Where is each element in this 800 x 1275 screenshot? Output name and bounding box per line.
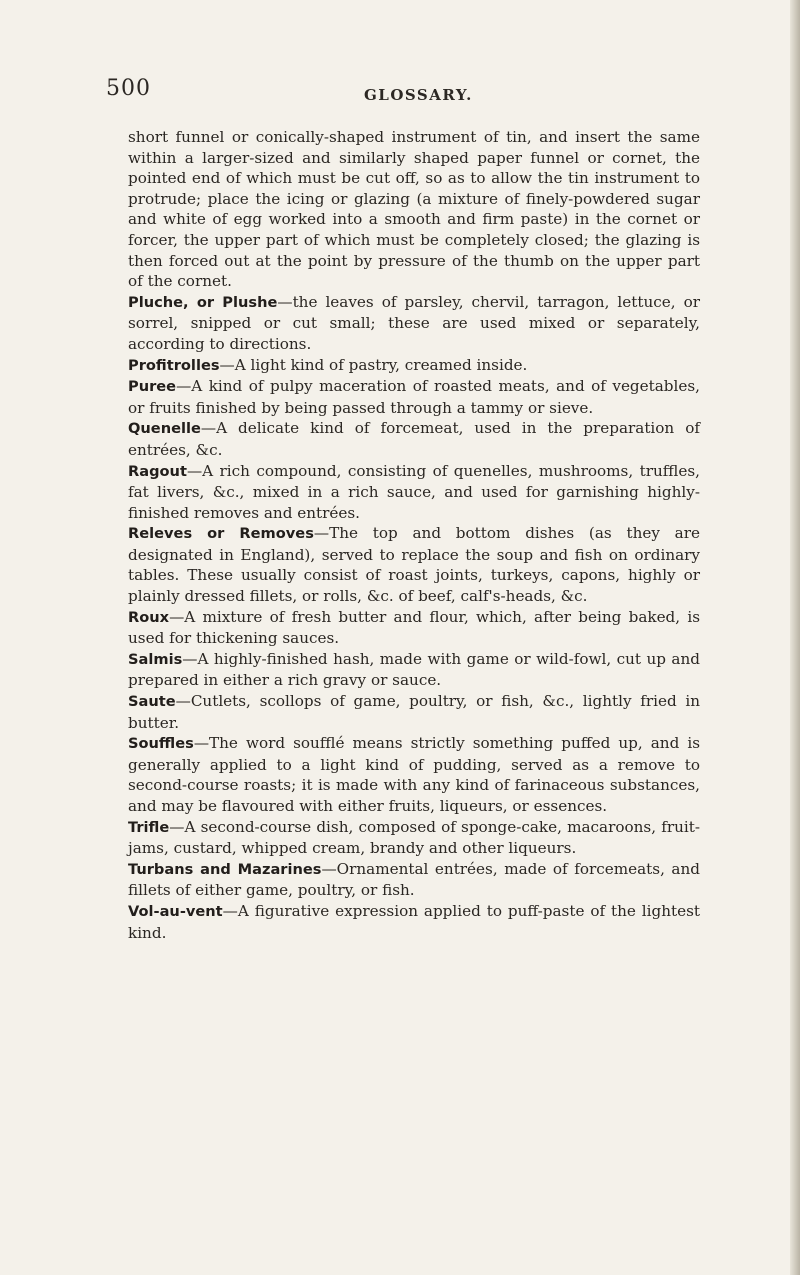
entry-term: Trifle <box>128 818 170 836</box>
entry-term: Roux <box>128 608 170 626</box>
entry-definition: —A delicate kind of forcemeat, used in the preparation of entrées, &c. <box>128 419 700 459</box>
page-edge-shadow <box>790 0 800 1275</box>
entry-definition: —A kind of pulpy maceration of roasted meats, and of vegetables, or fruits finished by being passed through a tammy or sieve. <box>128 377 700 417</box>
glossary-body <box>128 127 700 943</box>
entry-definition: —Cutlets, scollops of game, poultry, or fish, &c., lightly fried in butter. <box>128 692 700 732</box>
entry-definition: —A second-course dish, composed of sponge-cake, macaroons, fruit-jams, custard, whipped cream, brandy and other liqueurs. <box>128 817 700 858</box>
entry-definition: —The word soufflé means strictly something puffed up, and is generally applied to a light kind of pudding, served as a remove to second-course roasts; it is made with any kind of farinaceous substances, and may be flavoured with either fruits, liqueurs, or essences. <box>128 734 700 815</box>
entry-definition: —A figurative expression applied to puff-paste of the lightest kind. <box>128 901 700 942</box>
entry-definition: —Ornamental entrées, made of forcemeats, and fillets of either game, poultry, or fish. <box>128 859 700 900</box>
entry-definition: —A rich compound, consisting of quenelles, mushrooms, truffles, fat livers, &c., mixed in a rich sauce, and used for garnishing highly-finished removes and entrées. <box>128 461 700 522</box>
continuation-paragraph: short funnel or conically-shaped instrument of tin, and insert the same within a larger-sized and similarly shaped paper funnel or cornet, the pointed end of which must be cut off, so as to allow the tin instrument to protrude; place the icing or glazing (a mixture of finely-powdered sugar and white of egg worked into a smooth and firm paste) in the cornet or forcer, the upper part of which must be completely closed; the glazing is then forced out at the point by pressure of the thumb on the upper part of the cornet. <box>128 128 700 291</box>
entry-term: Salmis <box>128 650 183 668</box>
glossary-entry-turbans <box>128 859 700 901</box>
entry-definition: —The top and bottom dishes (as they are designated in England), served to replace the soup and fish on ordinary tables. These usually consist of roast joints, turkeys, capons, highly or plainly dressed fillets, or rolls, &c. of beef, calf's-heads, &c. <box>128 524 700 606</box>
glossary-entry-ragout <box>128 461 700 524</box>
entry-term: Ragout <box>128 462 187 480</box>
entry-term: Releves or Removes <box>128 525 314 543</box>
entry-term: Souffles <box>128 735 194 753</box>
glossary-entry-saute <box>128 691 700 733</box>
running-head: GLOSSARY. <box>364 86 473 104</box>
entry-definition: —the leaves of parsley, chervil, tarragon, lettuce, or sorrel, snipped or cut small; these are used mixed or separately, according to directions. <box>128 292 700 353</box>
entry-term: Pluche, or Plushe <box>128 293 278 311</box>
entry-term: Turbans and Mazarines <box>128 860 322 878</box>
entry-term: Puree <box>128 378 177 396</box>
glossary-entry-trifle <box>128 817 700 859</box>
glossary-entry-vol-au-vent <box>128 901 700 943</box>
glossary-entry-salmis <box>128 649 700 691</box>
glossary-entry-releves <box>128 523 700 606</box>
entry-term: Profitrolles <box>128 356 220 374</box>
entry-definition: —A mixture of fresh butter and flour, which, after being baked, is used for thickening sauces. <box>128 607 700 648</box>
entry-term: Vol-au-vent <box>128 902 223 920</box>
glossary-entry-souffles <box>128 733 700 816</box>
glossary-entry-roux <box>128 607 700 649</box>
page-number: 500 <box>106 76 151 101</box>
entry-term: Saute <box>128 693 176 711</box>
entry-term: Quenelle <box>128 420 201 438</box>
glossary-entry-puree <box>128 376 700 418</box>
glossary-entry-pluche <box>128 292 700 355</box>
glossary-entry-quenelle <box>128 418 700 460</box>
entry-definition: —A highly-finished hash, made with game or wild-fowl, cut up and prepared in either a rich gravy or sauce. <box>128 649 700 690</box>
glossary-entry-profitrolles <box>128 355 700 377</box>
entry-definition: —A light kind of pastry, creamed inside. <box>219 355 528 374</box>
